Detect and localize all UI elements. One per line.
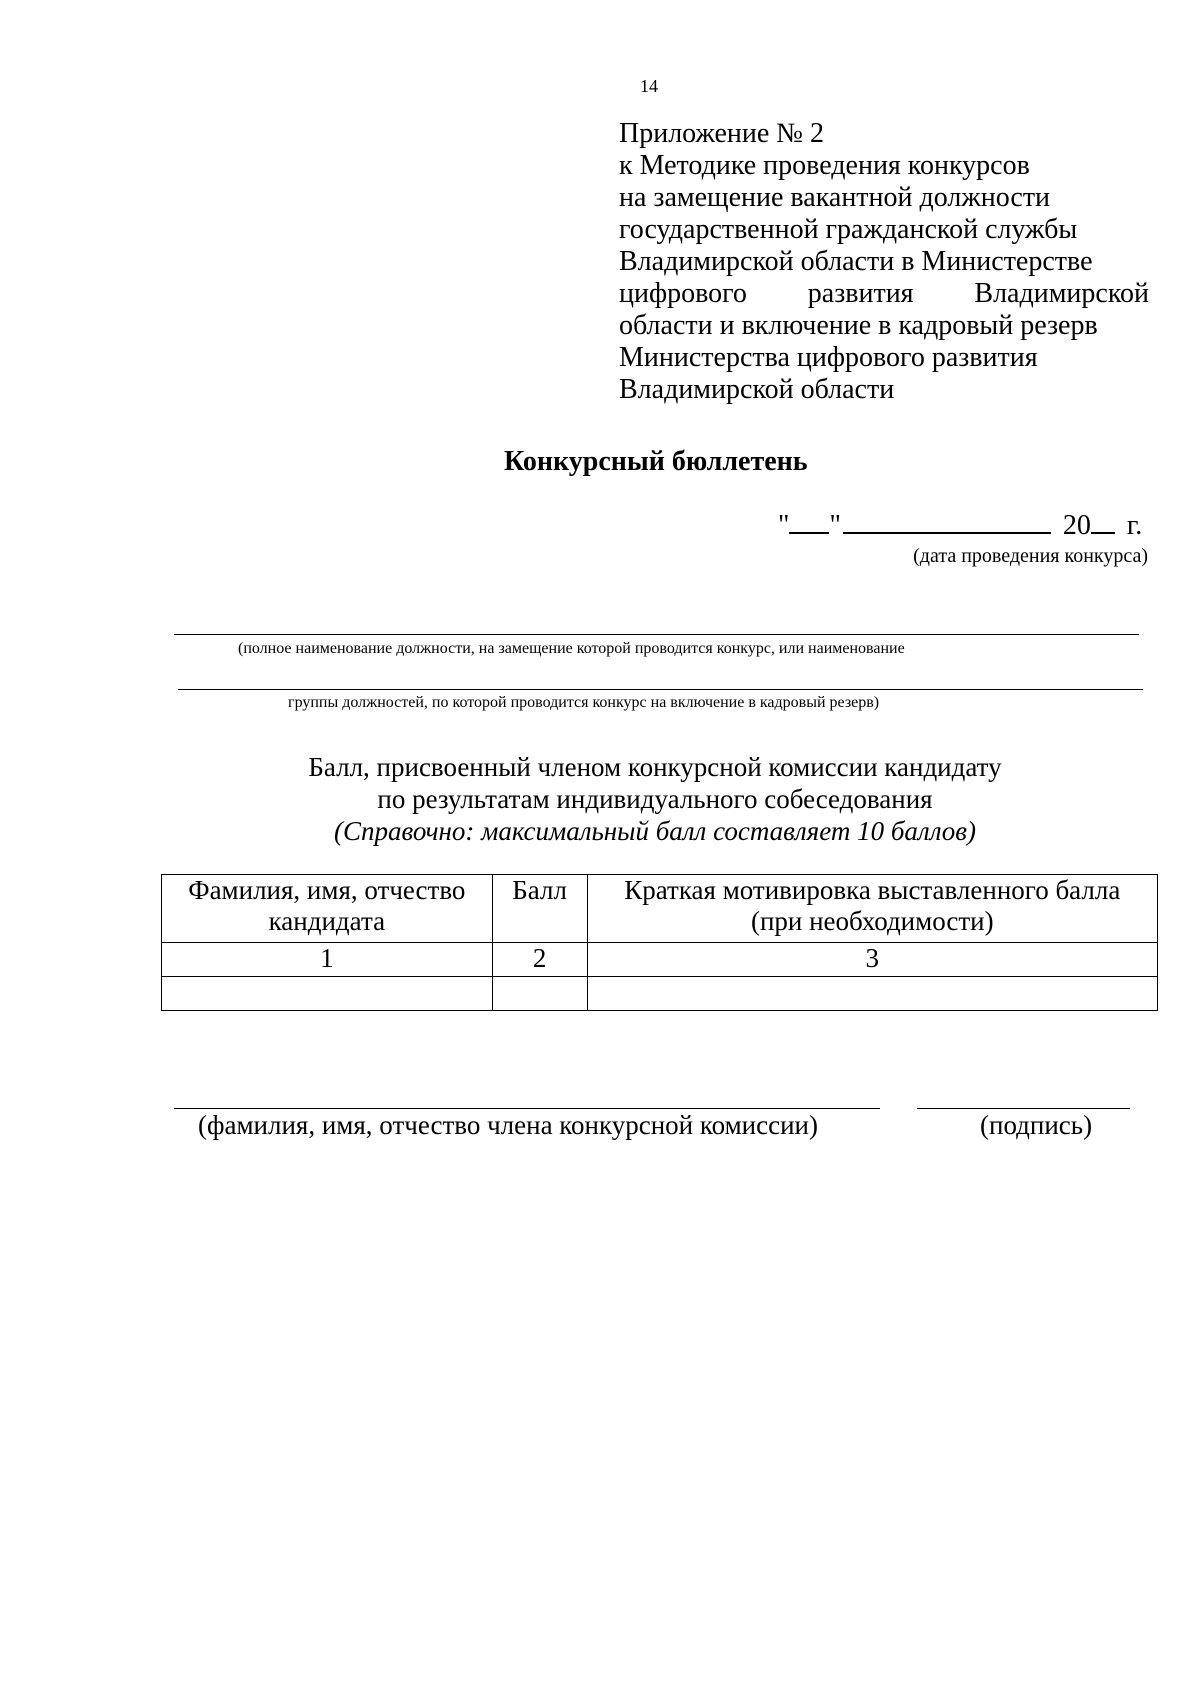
- column-number: 1: [162, 943, 493, 977]
- appendix-line-justified: [619, 278, 1149, 310]
- month-blank[interactable]: [843, 510, 1051, 534]
- appendix-block: [619, 118, 1149, 406]
- table-row: [162, 977, 1158, 1011]
- appendix-line: государственной гражданской службы: [619, 214, 1078, 245]
- page-number: 14: [640, 76, 658, 96]
- column-number: 3: [587, 943, 1157, 977]
- table-header-row: [162, 875, 1158, 943]
- position-blank-line-2[interactable]: [178, 689, 1143, 690]
- score-table: [161, 874, 1158, 1011]
- appendix-line: Владимирской области: [619, 374, 895, 405]
- bulletin-title: Конкурсный бюллетень: [504, 446, 808, 477]
- header-candidate-name: Фамилия, имя, отчество кандидата: [162, 875, 493, 943]
- name-signature-line[interactable]: [174, 1108, 880, 1109]
- appendix-line: Владимирской области в Министерстве: [619, 246, 1093, 277]
- table-column-number-row: [162, 943, 1158, 977]
- open-quote: ": [778, 510, 790, 541]
- appendix-line: Министерства цифрового развития: [619, 342, 1038, 373]
- score-heading-note: (Справочно: максимальный балл составляет 10 баллов): [333, 816, 977, 846]
- appendix-line: на замещение вакантной должности: [619, 182, 1051, 213]
- score-cell[interactable]: [492, 977, 587, 1011]
- signature-line[interactable]: [917, 1108, 1130, 1109]
- appendix-word: Владимирской: [974, 278, 1149, 309]
- candidate-name-cell[interactable]: [162, 977, 493, 1011]
- year-suffix: г.: [1126, 510, 1143, 541]
- position-caption-2: группы должностей, по которой проводится конкурс на включение в кадровый резерв): [288, 694, 880, 711]
- date-field: [778, 510, 1142, 542]
- column-number: 2: [492, 943, 587, 977]
- year-blank[interactable]: [1091, 510, 1115, 534]
- signature-caption: (подпись): [980, 1110, 1093, 1140]
- header-motivation: Краткая мотивировка выставленного балла (при необходимости): [587, 875, 1157, 943]
- date-caption: (дата проведения конкурса): [913, 545, 1148, 567]
- motivation-cell[interactable]: [587, 977, 1157, 1011]
- header-score: Балл: [492, 875, 587, 943]
- year-prefix: 20: [1062, 510, 1091, 541]
- name-caption: (фамилия, имя, отчество члена конкурсной комиссии): [198, 1110, 818, 1140]
- appendix-line: к Методике проведения конкурсов: [619, 150, 1030, 181]
- appendix-line: области и включение в кадровый резерв: [619, 310, 1098, 341]
- appendix-word: развития: [807, 278, 914, 309]
- position-blank-line-1[interactable]: [174, 634, 1139, 635]
- day-blank[interactable]: [789, 510, 829, 534]
- score-heading-line1: Балл, присвоенный членом конкурсной комиссии кандидату: [308, 752, 1002, 782]
- score-heading-line2: по результатам индивидуального собеседования: [377, 784, 933, 814]
- close-quote: ": [829, 510, 841, 541]
- appendix-word: цифрового: [619, 278, 747, 309]
- position-caption-1: (полное наименование должности, на замещение которой проводится конкурс, или наименование: [238, 640, 905, 657]
- appendix-line: Приложение № 2: [619, 118, 824, 149]
